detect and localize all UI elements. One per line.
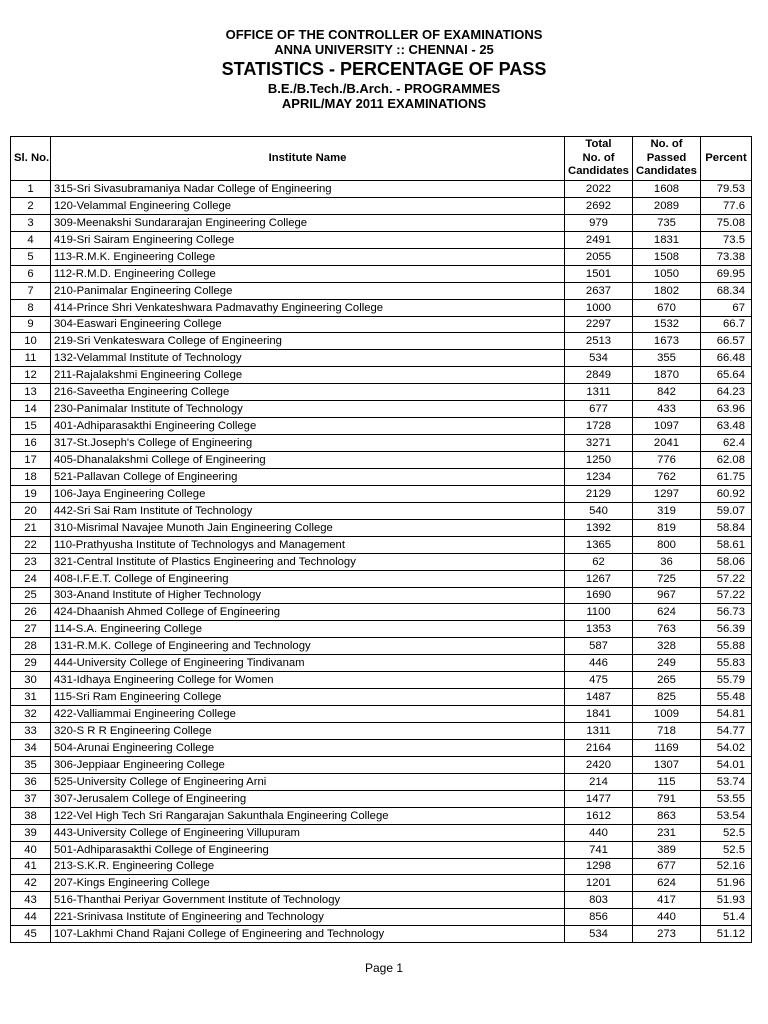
table-row — [11, 723, 752, 740]
sl-no-cell: 25 — [11, 587, 51, 604]
sl-no-cell: 26 — [11, 604, 51, 621]
total-candidates-cell: 1612 — [565, 807, 633, 824]
table-row — [11, 214, 752, 231]
passed-candidates-cell: 1050 — [633, 265, 701, 282]
sl-no-cell: 45 — [11, 926, 51, 943]
header-passed-candidates — [633, 137, 701, 181]
table-row — [11, 282, 752, 299]
percent-cell: 55.88 — [701, 638, 752, 655]
total-candidates-cell: 1234 — [565, 468, 633, 485]
passed-candidates-cell: 249 — [633, 655, 701, 672]
sl-no-cell: 1 — [11, 181, 51, 198]
sl-no-cell: 29 — [11, 655, 51, 672]
total-candidates-cell: 1100 — [565, 604, 633, 621]
passed-candidates-cell: 355 — [633, 350, 701, 367]
total-candidates-cell: 540 — [565, 502, 633, 519]
passed-candidates-cell: 273 — [633, 926, 701, 943]
passed-candidates-cell: 1297 — [633, 485, 701, 502]
sl-no-cell: 7 — [11, 282, 51, 299]
total-candidates-cell: 2420 — [565, 756, 633, 773]
total-candidates-cell: 1392 — [565, 519, 633, 536]
passed-candidates-cell: 2089 — [633, 197, 701, 214]
total-candidates-cell: 2491 — [565, 231, 633, 248]
passed-candidates-cell: 1097 — [633, 418, 701, 435]
passed-candidates-cell: 1532 — [633, 316, 701, 333]
sl-no-cell: 3 — [11, 214, 51, 231]
passed-candidates-cell: 624 — [633, 604, 701, 621]
percent-cell: 66.57 — [701, 333, 752, 350]
passed-candidates-cell: 1673 — [633, 333, 701, 350]
percent-cell: 58.84 — [701, 519, 752, 536]
total-candidates-cell: 1690 — [565, 587, 633, 604]
percent-cell: 60.92 — [701, 485, 752, 502]
percent-cell: 57.22 — [701, 570, 752, 587]
institute-name-cell: 304-Easwari Engineering College — [51, 316, 565, 333]
total-candidates-cell: 1841 — [565, 706, 633, 723]
total-candidates-cell: 2022 — [565, 181, 633, 198]
percent-cell: 64.23 — [701, 384, 752, 401]
table-row — [11, 435, 752, 452]
percent-cell: 69.95 — [701, 265, 752, 282]
header-total-line3: Candidates — [568, 165, 629, 178]
sl-no-cell: 14 — [11, 401, 51, 418]
table-row — [11, 587, 752, 604]
table-row — [11, 706, 752, 723]
passed-candidates-cell: 624 — [633, 875, 701, 892]
session-subtitle: APRIL/MAY 2011 EXAMINATIONS — [281, 95, 487, 111]
institute-name-cell: 307-Jerusalem College of Engineering — [51, 790, 565, 807]
institute-name-cell: 442-Sri Sai Ram Institute of Technology — [51, 502, 565, 519]
total-candidates-cell: 440 — [565, 824, 633, 841]
sl-no-cell: 6 — [11, 265, 51, 282]
total-candidates-cell: 2164 — [565, 739, 633, 756]
percent-cell: 66.48 — [701, 350, 752, 367]
sl-no-cell: 10 — [11, 333, 51, 350]
institute-name-cell: 122-Vel High Tech Sri Rangarajan Sakunthala Engineering College — [51, 807, 565, 824]
percent-cell: 55.79 — [701, 672, 752, 689]
institute-name-cell: 419-Sri Sairam Engineering College — [51, 231, 565, 248]
passed-candidates-cell: 670 — [633, 299, 701, 316]
table-row — [11, 841, 752, 858]
percent-cell: 52.5 — [701, 841, 752, 858]
institute-name-cell: 213-S.K.R. Engineering College — [51, 858, 565, 875]
table-row — [11, 807, 752, 824]
table-row — [11, 790, 752, 807]
sl-no-cell: 13 — [11, 384, 51, 401]
institute-name-cell: 230-Panimalar Institute of Technology — [51, 401, 565, 418]
sl-no-cell: 33 — [11, 723, 51, 740]
percent-cell: 63.48 — [701, 418, 752, 435]
percent-cell: 77.6 — [701, 197, 752, 214]
percent-cell: 53.74 — [701, 773, 752, 790]
institute-name-cell: 216-Saveetha Engineering College — [51, 384, 565, 401]
institute-name-cell: 107-Lakhmi Chand Rajani College of Engineering and Technology — [51, 926, 565, 943]
sl-no-cell: 38 — [11, 807, 51, 824]
percent-cell: 73.38 — [701, 248, 752, 265]
institute-name-cell: 115-Sri Ram Engineering College — [51, 689, 565, 706]
institute-name-cell: 120-Velammal Engineering College — [51, 197, 565, 214]
total-candidates-cell: 1487 — [565, 689, 633, 706]
sl-no-cell: 9 — [11, 316, 51, 333]
table-row — [11, 756, 752, 773]
passed-candidates-cell: 819 — [633, 519, 701, 536]
passed-candidates-cell: 265 — [633, 672, 701, 689]
table-row — [11, 401, 752, 418]
passed-candidates-cell: 2041 — [633, 435, 701, 452]
table-row — [11, 316, 752, 333]
table-row — [11, 773, 752, 790]
total-candidates-cell: 803 — [565, 892, 633, 909]
institute-name-cell: 106-Jaya Engineering College — [51, 485, 565, 502]
percent-cell: 52.16 — [701, 858, 752, 875]
total-candidates-cell: 856 — [565, 909, 633, 926]
institute-name-cell: 525-University College of Engineering Arni — [51, 773, 565, 790]
total-candidates-cell: 1311 — [565, 384, 633, 401]
table-row — [11, 231, 752, 248]
passed-candidates-cell: 1608 — [633, 181, 701, 198]
sl-no-cell: 2 — [11, 197, 51, 214]
percent-cell: 58.06 — [701, 553, 752, 570]
passed-candidates-cell: 1009 — [633, 706, 701, 723]
passed-candidates-cell: 1508 — [633, 248, 701, 265]
passed-candidates-cell: 319 — [633, 502, 701, 519]
sl-no-cell: 4 — [11, 231, 51, 248]
total-candidates-cell: 741 — [565, 841, 633, 858]
total-candidates-cell: 3271 — [565, 435, 633, 452]
sl-no-cell: 19 — [11, 485, 51, 502]
total-candidates-cell: 979 — [565, 214, 633, 231]
percent-cell: 61.75 — [701, 468, 752, 485]
office-title: OFFICE OF THE CONTROLLER OF EXAMINATIONS — [225, 27, 543, 42]
passed-candidates-cell: 328 — [633, 638, 701, 655]
total-candidates-cell: 214 — [565, 773, 633, 790]
sl-no-cell: 42 — [11, 875, 51, 892]
total-candidates-cell: 446 — [565, 655, 633, 672]
total-candidates-cell: 1353 — [565, 621, 633, 638]
institute-name-cell: 211-Rajalakshmi Engineering College — [51, 367, 565, 384]
institute-name-cell: 309-Meenakshi Sundararajan Engineering College — [51, 214, 565, 231]
total-candidates-cell: 62 — [565, 553, 633, 570]
institute-name-cell: 221-Srinivasa Institute of Engineering and Technology — [51, 909, 565, 926]
report-title: STATISTICS - PERCENTAGE OF PASS — [221, 58, 547, 79]
percent-cell: 57.22 — [701, 587, 752, 604]
total-candidates-cell: 1298 — [565, 858, 633, 875]
table-row — [11, 824, 752, 841]
percent-cell: 55.48 — [701, 689, 752, 706]
total-candidates-cell: 2129 — [565, 485, 633, 502]
header-passed-line2: Passed — [646, 151, 687, 164]
percent-cell: 52.5 — [701, 824, 752, 841]
institute-name-cell: 321-Central Institute of Plastics Engineering and Technology — [51, 553, 565, 570]
sl-no-cell: 11 — [11, 350, 51, 367]
total-candidates-cell: 2849 — [565, 367, 633, 384]
institute-name-cell: 306-Jeppiaar Engineering College — [51, 756, 565, 773]
total-candidates-cell: 1501 — [565, 265, 633, 282]
table-row — [11, 367, 752, 384]
table-row — [11, 536, 752, 553]
percent-cell: 65.64 — [701, 367, 752, 384]
institute-name-cell: 320-S R R Engineering College — [51, 723, 565, 740]
institute-name-cell: 210-Panimalar Engineering College — [51, 282, 565, 299]
sl-no-cell: 36 — [11, 773, 51, 790]
total-candidates-cell: 2297 — [565, 316, 633, 333]
sl-no-cell: 31 — [11, 689, 51, 706]
table-row — [11, 655, 752, 672]
sl-no-cell: 20 — [11, 502, 51, 519]
table-row — [11, 452, 752, 469]
sl-no-cell: 39 — [11, 824, 51, 841]
header-passed-line1: No. of — [650, 138, 683, 151]
pass-percentage-table — [10, 136, 752, 943]
passed-candidates-cell: 735 — [633, 214, 701, 231]
passed-candidates-cell: 417 — [633, 892, 701, 909]
institute-name-cell: 132-Velammal Institute of Technology — [51, 350, 565, 367]
percent-cell: 53.54 — [701, 807, 752, 824]
institute-name-cell: 131-R.M.K. College of Engineering and Technology — [51, 638, 565, 655]
header-passed-line3: Candidates — [636, 165, 697, 178]
total-candidates-cell: 1250 — [565, 452, 633, 469]
institute-name-cell: 521-Pallavan College of Engineering — [51, 468, 565, 485]
percent-cell: 66.7 — [701, 316, 752, 333]
passed-candidates-cell: 1169 — [633, 739, 701, 756]
percent-cell: 56.73 — [701, 604, 752, 621]
total-candidates-cell: 1728 — [565, 418, 633, 435]
total-candidates-cell: 475 — [565, 672, 633, 689]
passed-candidates-cell: 36 — [633, 553, 701, 570]
sl-no-cell: 24 — [11, 570, 51, 587]
institute-name-cell: 516-Thanthai Periyar Government Institute of Technology — [51, 892, 565, 909]
percent-cell: 58.61 — [701, 536, 752, 553]
total-candidates-cell: 587 — [565, 638, 633, 655]
percent-cell: 56.39 — [701, 621, 752, 638]
table-row — [11, 553, 752, 570]
sl-no-cell: 23 — [11, 553, 51, 570]
total-candidates-cell: 534 — [565, 926, 633, 943]
institute-name-cell: 207-Kings Engineering College — [51, 875, 565, 892]
table-row — [11, 892, 752, 909]
table-row — [11, 570, 752, 587]
table-row — [11, 384, 752, 401]
institute-name-cell: 401-Adhiparasakthi Engineering College — [51, 418, 565, 435]
table-row — [11, 519, 752, 536]
percent-cell: 79.53 — [701, 181, 752, 198]
table-row — [11, 875, 752, 892]
header-sl-no: Sl. No. — [11, 137, 51, 181]
institute-name-cell: 422-Valliammai Engineering College — [51, 706, 565, 723]
sl-no-cell: 15 — [11, 418, 51, 435]
header-total-line1: Total — [585, 138, 612, 151]
sl-no-cell: 17 — [11, 452, 51, 469]
table-row — [11, 350, 752, 367]
percent-cell: 51.96 — [701, 875, 752, 892]
table-header-row — [11, 137, 752, 181]
table-row — [11, 739, 752, 756]
table-row — [11, 672, 752, 689]
table-row — [11, 418, 752, 435]
passed-candidates-cell: 776 — [633, 452, 701, 469]
passed-candidates-cell: 863 — [633, 807, 701, 824]
table-row — [11, 181, 752, 198]
institute-name-cell: 219-Sri Venkateswara College of Engineering — [51, 333, 565, 350]
total-candidates-cell: 1000 — [565, 299, 633, 316]
table-row — [11, 638, 752, 655]
header-institute-name: Institute Name — [51, 137, 565, 181]
total-candidates-cell: 2055 — [565, 248, 633, 265]
percent-cell: 51.12 — [701, 926, 752, 943]
percent-cell: 54.01 — [701, 756, 752, 773]
sl-no-cell: 37 — [11, 790, 51, 807]
sl-no-cell: 34 — [11, 739, 51, 756]
passed-candidates-cell: 1307 — [633, 756, 701, 773]
percent-cell: 54.81 — [701, 706, 752, 723]
passed-candidates-cell: 1831 — [633, 231, 701, 248]
institute-name-cell: 405-Dhanalakshmi College of Engineering — [51, 452, 565, 469]
total-candidates-cell: 534 — [565, 350, 633, 367]
university-title: ANNA UNIVERSITY :: CHENNAI - 25 — [274, 41, 494, 57]
institute-name-cell: 112-R.M.D. Engineering College — [51, 265, 565, 282]
table-body — [11, 181, 752, 943]
institute-name-cell: 424-Dhaanish Ahmed College of Engineering — [51, 604, 565, 621]
institute-name-cell: 431-Idhaya Engineering College for Women — [51, 672, 565, 689]
percent-cell: 53.55 — [701, 790, 752, 807]
percent-cell: 68.34 — [701, 282, 752, 299]
table-row — [11, 299, 752, 316]
sl-no-cell: 35 — [11, 756, 51, 773]
table-row — [11, 265, 752, 282]
sl-no-cell: 5 — [11, 248, 51, 265]
sl-no-cell: 40 — [11, 841, 51, 858]
percent-cell: 62.08 — [701, 452, 752, 469]
institute-name-cell: 408-I.F.E.T. College of Engineering — [51, 570, 565, 587]
passed-candidates-cell: 115 — [633, 773, 701, 790]
programmes-subtitle: B.E./B.Tech./B.Arch. - PROGRAMMES — [267, 80, 501, 96]
percent-cell: 62.4 — [701, 435, 752, 452]
percent-cell: 54.02 — [701, 739, 752, 756]
sl-no-cell: 21 — [11, 519, 51, 536]
sl-no-cell: 16 — [11, 435, 51, 452]
passed-candidates-cell: 800 — [633, 536, 701, 553]
passed-candidates-cell: 825 — [633, 689, 701, 706]
percent-cell: 75.08 — [701, 214, 752, 231]
total-candidates-cell: 2637 — [565, 282, 633, 299]
total-candidates-cell: 677 — [565, 401, 633, 418]
passed-candidates-cell: 842 — [633, 384, 701, 401]
header-total-line2: No. of — [582, 151, 615, 164]
institute-name-cell: 315-Sri Sivasubramaniya Nadar College of Engineering — [51, 181, 565, 198]
table-row — [11, 502, 752, 519]
institute-name-cell: 303-Anand Institute of Higher Technology — [51, 587, 565, 604]
table-row — [11, 485, 752, 502]
sl-no-cell: 27 — [11, 621, 51, 638]
institute-name-cell: 504-Arunai Engineering College — [51, 739, 565, 756]
total-candidates-cell: 1201 — [565, 875, 633, 892]
sl-no-cell: 18 — [11, 468, 51, 485]
header-percent: Percent — [701, 137, 752, 181]
percent-cell: 51.4 — [701, 909, 752, 926]
passed-candidates-cell: 725 — [633, 570, 701, 587]
total-candidates-cell: 1267 — [565, 570, 633, 587]
institute-name-cell: 501-Adhiparasakthi College of Engineering — [51, 841, 565, 858]
sl-no-cell: 41 — [11, 858, 51, 875]
table-row — [11, 858, 752, 875]
table-row — [11, 468, 752, 485]
total-candidates-cell: 1311 — [565, 723, 633, 740]
passed-candidates-cell: 762 — [633, 468, 701, 485]
total-candidates-cell: 1365 — [565, 536, 633, 553]
table-row — [11, 621, 752, 638]
sl-no-cell: 43 — [11, 892, 51, 909]
sl-no-cell: 30 — [11, 672, 51, 689]
percent-cell: 59.07 — [701, 502, 752, 519]
table-row — [11, 197, 752, 214]
percent-cell: 55.83 — [701, 655, 752, 672]
passed-candidates-cell: 967 — [633, 587, 701, 604]
table-row — [11, 604, 752, 621]
table-row — [11, 333, 752, 350]
passed-candidates-cell: 231 — [633, 824, 701, 841]
institute-name-cell: 414-Prince Shri Venkateshwara Padmavathy Engineering College — [51, 299, 565, 316]
sl-no-cell: 44 — [11, 909, 51, 926]
passed-candidates-cell: 440 — [633, 909, 701, 926]
institute-name-cell: 443-University College of Engineering Villupuram — [51, 824, 565, 841]
page-number: Page 1 — [364, 961, 404, 975]
passed-candidates-cell: 763 — [633, 621, 701, 638]
percent-cell: 67 — [701, 299, 752, 316]
percent-cell: 63.96 — [701, 401, 752, 418]
passed-candidates-cell: 718 — [633, 723, 701, 740]
percent-cell: 73.5 — [701, 231, 752, 248]
passed-candidates-cell: 433 — [633, 401, 701, 418]
passed-candidates-cell: 1802 — [633, 282, 701, 299]
table-row — [11, 909, 752, 926]
total-candidates-cell: 1477 — [565, 790, 633, 807]
passed-candidates-cell: 1870 — [633, 367, 701, 384]
institute-name-cell: 310-Misrimal Navajee Munoth Jain Engineering College — [51, 519, 565, 536]
header-total-candidates — [565, 137, 633, 181]
sl-no-cell: 8 — [11, 299, 51, 316]
institute-name-cell: 114-S.A. Engineering College — [51, 621, 565, 638]
institute-name-cell: 113-R.M.K. Engineering College — [51, 248, 565, 265]
percent-cell: 51.93 — [701, 892, 752, 909]
table-row — [11, 248, 752, 265]
institute-name-cell: 444-University College of Engineering Tindivanam — [51, 655, 565, 672]
table-row — [11, 926, 752, 943]
sl-no-cell: 12 — [11, 367, 51, 384]
institute-name-cell: 317-St.Joseph's College of Engineering — [51, 435, 565, 452]
passed-candidates-cell: 677 — [633, 858, 701, 875]
sl-no-cell: 32 — [11, 706, 51, 723]
passed-candidates-cell: 791 — [633, 790, 701, 807]
total-candidates-cell: 2513 — [565, 333, 633, 350]
sl-no-cell: 28 — [11, 638, 51, 655]
passed-candidates-cell: 389 — [633, 841, 701, 858]
total-candidates-cell: 2692 — [565, 197, 633, 214]
table-row — [11, 689, 752, 706]
percent-cell: 54.77 — [701, 723, 752, 740]
sl-no-cell: 22 — [11, 536, 51, 553]
institute-name-cell: 110-Prathyusha Institute of Technologys and Management — [51, 536, 565, 553]
document-header — [0, 28, 768, 111]
